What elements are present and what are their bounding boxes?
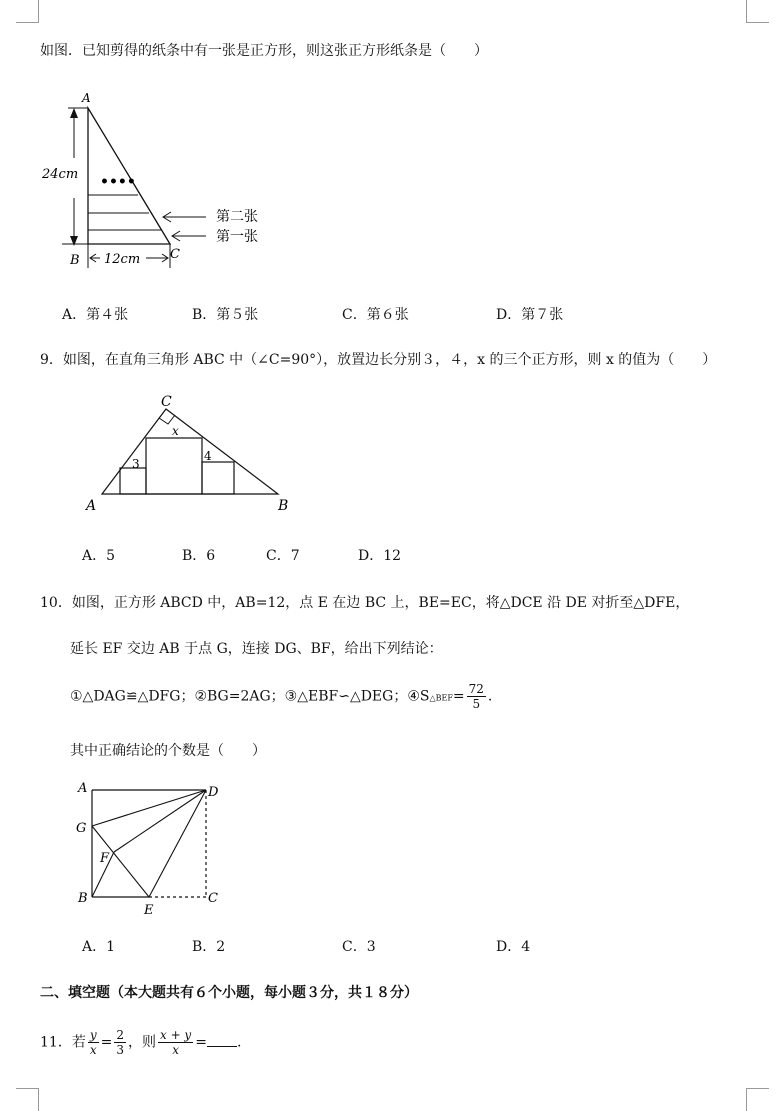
- q8-option-b: B．第５张: [192, 307, 259, 323]
- q8-label-second: 第二张: [216, 209, 258, 225]
- q11-f1-den: x: [89, 1043, 97, 1057]
- q8-option-c: C．第６张: [342, 307, 409, 323]
- q10-period: .: [487, 688, 493, 705]
- q10-label-C: C: [208, 891, 218, 906]
- q10-figure: [70, 776, 230, 916]
- q9-label-x: x: [172, 424, 179, 438]
- q10-label-A: A: [78, 781, 88, 796]
- q8-label-B: B: [70, 253, 80, 268]
- q10-fraction-den: 5: [472, 697, 481, 711]
- q11-fraction-1: [88, 1028, 99, 1057]
- q10-option-d: D．4: [496, 939, 531, 955]
- crop-mark-bottom-right: [746, 1088, 769, 1111]
- q8-option-d: D．第７张: [496, 307, 564, 323]
- q9-option-a: A．5: [82, 548, 116, 564]
- q8-dots: ••••: [100, 174, 136, 190]
- q9-label-C: C: [161, 394, 172, 410]
- q10-line-3: [70, 682, 492, 711]
- q10-option-b: B．2: [192, 939, 226, 955]
- q8-label-height: 24cm: [42, 167, 79, 182]
- q11-answer-blank[interactable]: [207, 1034, 237, 1047]
- q8-label-C: C: [170, 247, 180, 262]
- q11-f2-num: 2: [116, 1028, 124, 1042]
- q11-eq-1: =: [100, 1034, 113, 1051]
- q8-label-A: A: [82, 91, 91, 105]
- crop-mark-top-left: [16, 0, 39, 23]
- q11-mid: ，则: [127, 1034, 156, 1051]
- q8-label-width: 12cm: [104, 252, 141, 267]
- q10-area-subscript: △BEF: [429, 693, 453, 703]
- q10-conclusions: ①△DAG≌△DFG；②BG=2AG；③△EBF∽△DEG；④S: [70, 688, 430, 705]
- q11-fraction-3: [158, 1028, 193, 1057]
- q8-option-a: A．第４张: [62, 307, 129, 323]
- q11-prefix: 11．若: [40, 1034, 86, 1051]
- section-2-heading: 二、填空题（本大题共有６个小题，每小题３分，共１８分）: [40, 985, 418, 1001]
- q10-line-2: 延长 EF 交边 AB 于点 G，连接 DG、BF，给出下列结论：: [70, 641, 443, 657]
- q10-line-4: 其中正确结论的个数是（ ）: [70, 743, 266, 759]
- q11-f3-num: x + y: [159, 1028, 192, 1042]
- q11-f2-den: 3: [116, 1043, 124, 1057]
- q9-question-text: 9．如图，在直角三角形 ABC 中（∠C=90°），放置边长分别３，４，x 的三个正方形，则 x 的值为（ ）: [40, 352, 717, 368]
- q10-option-c: C．3: [342, 939, 376, 955]
- q10-label-F: F: [100, 851, 110, 866]
- crop-mark-bottom-left: [16, 1088, 39, 1111]
- q10-label-G: G: [76, 821, 87, 836]
- q11-f1-num: y: [89, 1028, 97, 1042]
- q8-figure: [36, 88, 276, 273]
- q9-option-b: B．6: [182, 548, 216, 564]
- q9-option-d: D．12: [358, 548, 402, 564]
- q10-label-B: B: [78, 891, 88, 906]
- q11-question: [40, 1028, 241, 1057]
- q11-eq-2: =: [195, 1034, 207, 1051]
- q10-fraction: [467, 682, 486, 711]
- q11-f3-den: x: [172, 1043, 179, 1057]
- q10-line-1: 10．如图，正方形 ABCD 中，AB=12，点 E 在边 BC 上，BE=EC，将△DCE 沿 DE 对折至△DFE，: [40, 595, 690, 611]
- q9-label-4: 4: [204, 449, 212, 463]
- q9-option-c: C．7: [266, 548, 300, 564]
- q9-label-B: B: [278, 498, 289, 514]
- q8-label-first: 第一张: [216, 229, 258, 245]
- q11-end: .: [236, 1034, 242, 1051]
- q10-label-E: E: [144, 903, 154, 916]
- q9-label-3: 3: [132, 457, 140, 471]
- q10-option-a: A．1: [82, 939, 116, 955]
- q10-label-D: D: [208, 785, 219, 800]
- q8-question-text: 如图．已知剪得的纸条中有一张是正方形，则这张正方形纸条是（ ）: [40, 43, 488, 59]
- q9-figure: [80, 386, 310, 518]
- q10-fraction-num: 72: [468, 682, 484, 696]
- q10-equals: =: [452, 688, 465, 705]
- crop-mark-top-right: [746, 0, 769, 23]
- q9-label-A: A: [86, 498, 97, 514]
- q11-fraction-2: [114, 1028, 126, 1057]
